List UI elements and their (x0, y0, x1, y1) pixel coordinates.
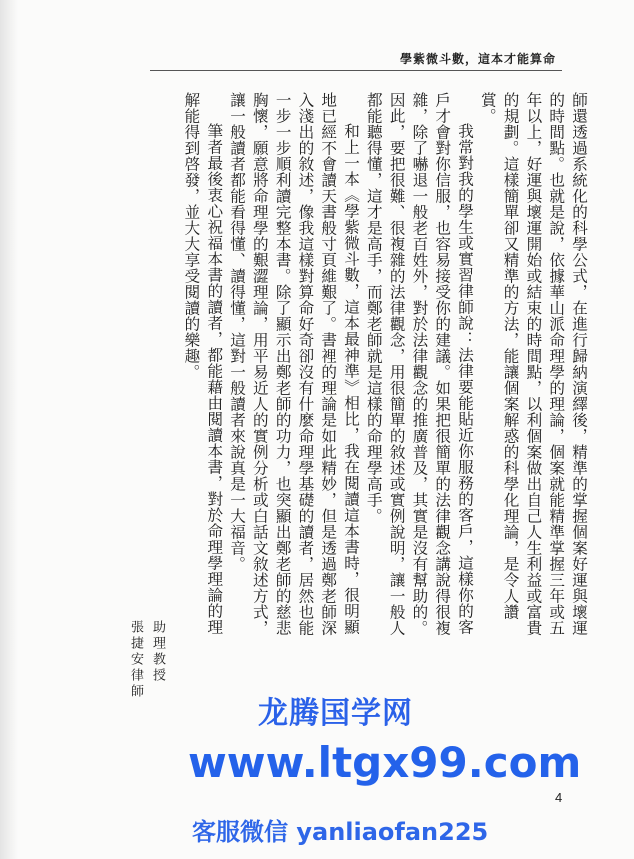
page-number: 4 (555, 790, 563, 805)
signature-title: 助理教授 (150, 620, 165, 684)
running-header: 學紫微斗數，這本才能算命 (399, 52, 556, 66)
page-gutter-shadow (0, 0, 18, 859)
paragraph-4: 筆者最後衷心祝福本書的讀者，都能藉由閱讀本書，對於命理學理論的理解能得到啓發，並大大享受閱讀的樂趣。 (182, 92, 224, 636)
signature-name: 張捷安律師 (128, 620, 143, 700)
watermark-brand: 龙腾国学网 (258, 696, 413, 731)
header-rule (150, 70, 562, 71)
paragraph-3: 和上一本《學紫微斗數，這本最神準》相比，我在閱讀這本書時，很明顯地已經不會讀天書般寸頁維艱了。書裡的理論是如此精妙，但是透過鄭老師深入淺出的敘述，像我這樣對算命好奇卻沒有什麼命理學基礎的讀者，居然也能一步一步順利讀完整本書。除了顯示出鄭老師的功力，也突顯出鄭老師的慈悲胸懷，願意將命理學的艱澀理論，用平易近人的實例分析或白話文敘述方式，讓一般讀者都能看得懂、讀得懂，這對一般讀者來說真是一大福音。 (228, 92, 361, 636)
watermark-contact: 客服微信 yanliaofan225 (192, 818, 489, 846)
paragraph-1: 師還透過系統化的科學公式，在進行歸納演繹後，精準的掌握個案好運與壞運的時間點。也就是說，依據華山派命理學的理論，個案就能精準掌握三年或五年以上，好運與壞運開始或結束的時間點，以利個案做出自己人生利益或富貴的規劃。這樣簡單卻又精準的方法，能讓個案解惑的科學化理論，是令人讚賞。 (478, 92, 588, 636)
watermark-url: www.ltgx99.com (188, 738, 582, 787)
vertical-text-body (132, 92, 590, 637)
paragraph-2: 我常對我的學生或實習律師說：法律要能貼近你服務的客戶，這樣你的客戶才會對你信服，也容易接受你的建議。如果把很簡單的法律觀念講說得很複雜，除了嚇退一般老百姓外，對於法律觀念的推廣普及，其實是沒有幫助的。因此，要把很難、很複雜的法律觀念，用很簡單的敘述或實例說明，讓一般人都能聽得懂，這才是高手，而鄭老師就是這樣的命理學高手。 (364, 92, 475, 636)
author-signature (124, 620, 168, 730)
